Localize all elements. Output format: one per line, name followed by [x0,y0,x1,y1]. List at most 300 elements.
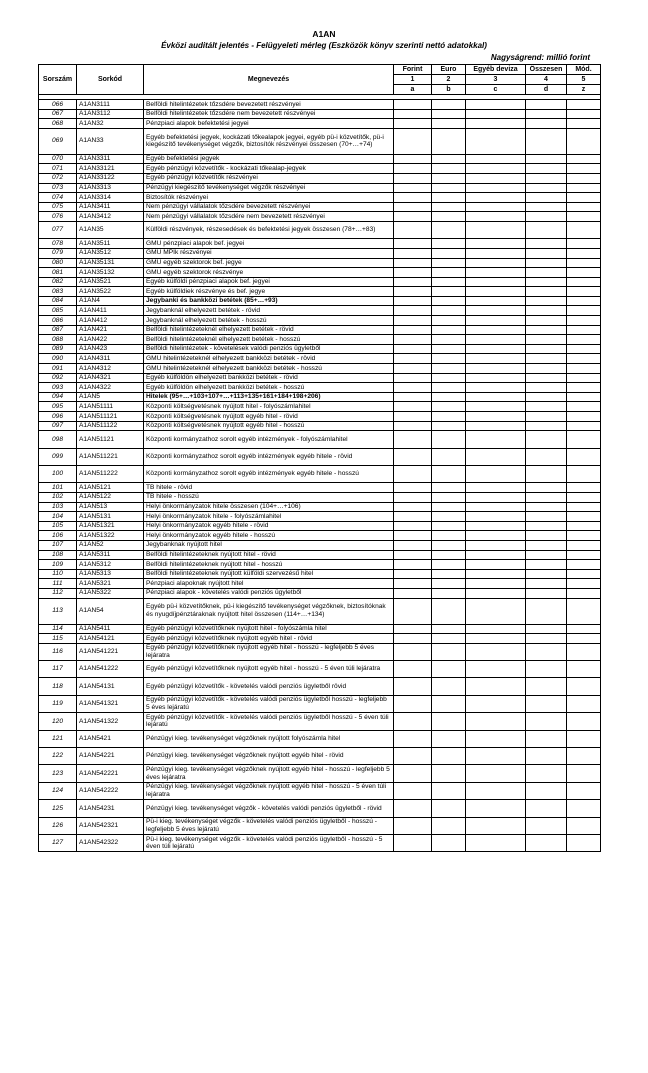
value-cell [394,193,432,203]
row-code: A1AN541321 [77,695,144,712]
table-row [39,588,601,598]
value-cell [432,183,466,193]
value-cell [432,248,466,258]
row-number: 070 [39,154,77,164]
table-row [39,100,601,110]
value-cell [526,212,567,222]
col-number: 5 [567,75,601,85]
table-row [39,193,601,203]
table-row [39,834,601,851]
row-description: Egyéb pénzügyi közvetítőknek nyújtott egyéb hitel - rövid [144,634,394,644]
row-number: 104 [39,512,77,522]
value-cell [394,800,432,817]
table-row [39,296,601,306]
col-letter: d [526,85,567,95]
value-cell [526,109,567,119]
value-cell [567,258,601,268]
col-letter: a [394,85,432,95]
value-cell [466,579,526,589]
value-cell [394,164,432,174]
value-cell [394,258,432,268]
value-cell [526,173,567,183]
value-cell [526,730,567,747]
row-number: 103 [39,502,77,512]
value-cell [394,128,432,154]
value-cell [432,325,466,335]
value-cell [567,800,601,817]
value-cell [526,258,567,268]
row-number: 076 [39,212,77,222]
row-description: Egyéb pénzügyi közvetítők - követelés valódi penziós ügyletből hosszú - 5 éven túli lejáratú [144,713,394,730]
value-cell [466,383,526,393]
table-row [39,128,601,154]
value-cell [567,154,601,164]
value-cell [394,287,432,297]
row-code: A1AN52 [77,540,144,550]
value-cell [526,588,567,598]
value-cell [394,212,432,222]
row-description: Egyéb befektetési jegyek, kockázati tőkealapok jegyei, egyéb pü-i közvetítők, pü-i kiegészítő tevékenységet végzők, biztosítók részvényei összesen (70+…+74) [144,128,394,154]
value-cell [432,109,466,119]
value-cell [394,173,432,183]
row-code: A1AN423 [77,344,144,354]
row-description: Egyéb befektetési jegyek [144,154,394,164]
value-cell [466,678,526,695]
value-cell [394,483,432,493]
value-cell [466,221,526,238]
row-number: 088 [39,335,77,345]
col-number: 2 [432,75,466,85]
value-cell [466,782,526,799]
value-cell [567,287,601,297]
row-description: Egyéb külföldi pénzpiaci alapok bef. jegyei [144,277,394,287]
value-cell [466,402,526,412]
row-description: Jegybanknak nyújtott hitel [144,540,394,550]
row-number: 074 [39,193,77,203]
value-cell [394,765,432,782]
value-cell [432,465,466,482]
value-cell [394,354,432,364]
row-description: Központi kormányzathoz sorolt egyéb intézmények - folyószámlahitel [144,431,394,448]
value-cell [432,579,466,589]
value-cell [526,193,567,203]
row-number: 113 [39,598,77,624]
table-row [39,154,601,164]
value-cell [466,202,526,212]
table-row [39,713,601,730]
table-row [39,335,601,345]
value-cell [466,531,526,541]
col-header-osszesen: Összesen [526,65,567,75]
row-number: 123 [39,765,77,782]
row-code: A1AN5322 [77,588,144,598]
value-cell [526,239,567,249]
row-code: A1AN3511 [77,239,144,249]
value-cell [432,661,466,678]
value-cell [466,306,526,316]
col-letter: c [466,85,526,95]
value-cell [567,579,601,589]
value-cell [526,643,567,660]
value-cell [432,531,466,541]
value-cell [432,598,466,624]
value-cell [526,560,567,570]
value-cell [567,183,601,193]
value-cell [567,239,601,249]
value-cell [394,154,432,164]
row-number: 101 [39,483,77,493]
table-row [39,512,601,522]
value-cell [466,364,526,374]
row-code: A1AN5421 [77,730,144,747]
value-cell [526,277,567,287]
value-cell [432,268,466,278]
value-cell [394,678,432,695]
value-cell [432,402,466,412]
value-cell [567,392,601,402]
value-cell [394,834,432,851]
value-cell [526,268,567,278]
row-code: A1AN542321 [77,817,144,834]
row-number: 102 [39,492,77,502]
value-cell [466,834,526,851]
value-cell [394,713,432,730]
value-cell [432,431,466,448]
value-cell [394,661,432,678]
value-cell [394,316,432,326]
value-cell [432,335,466,345]
row-description: TB hitele - rövid [144,483,394,493]
value-cell [432,678,466,695]
col-number: 3 [466,75,526,85]
table-row [39,634,601,644]
value-cell [466,598,526,624]
row-description: Helyi önkormányzatok egyéb hitele - rövid [144,521,394,531]
row-number: 069 [39,128,77,154]
value-cell [432,383,466,393]
table-row [39,364,601,374]
row-code: A1AN3111 [77,100,144,110]
value-cell [567,193,601,203]
value-cell [394,239,432,249]
value-cell [466,296,526,306]
value-cell [526,183,567,193]
row-code: A1AN54131 [77,678,144,695]
value-cell [432,212,466,222]
row-code: A1AN511122 [77,421,144,431]
value-cell [394,296,432,306]
value-cell [526,521,567,531]
value-cell [432,748,466,765]
value-cell [394,465,432,482]
row-number: 126 [39,817,77,834]
value-cell [526,634,567,644]
row-description: Pénzügyi kieg. tevékenységet végzőknek nyújtott egyéb hitel - hosszú - legfeljebb 5 éves lejáratra [144,765,394,782]
table-row [39,483,601,493]
row-number: 072 [39,173,77,183]
value-cell [567,296,601,306]
row-description: Egyéb külföldön elhelyezett bankközi betétek - hosszú [144,383,394,393]
value-cell [394,392,432,402]
value-cell [394,748,432,765]
value-cell [567,560,601,570]
row-code: A1AN4322 [77,383,144,393]
row-number: 086 [39,316,77,326]
value-cell [432,287,466,297]
value-cell [567,634,601,644]
row-description: Helyi önkormányzatok egyéb hitele - hosszú [144,531,394,541]
table-row [39,221,601,238]
value-cell [526,483,567,493]
value-cell [466,287,526,297]
row-description: Központi költségvetésnek nyújtott egyéb hitel - hosszú [144,421,394,431]
value-cell [432,695,466,712]
table-row [39,287,601,297]
row-code: A1AN51321 [77,521,144,531]
row-number: 081 [39,268,77,278]
value-cell [432,173,466,183]
value-cell [526,344,567,354]
value-cell [466,100,526,110]
value-cell [567,325,601,335]
value-cell [432,239,466,249]
col-letter: z [567,85,601,95]
value-cell [394,502,432,512]
row-description: Egyéb pénzügyi közvetítők részvényei [144,173,394,183]
row-description: Pénzügyi kieg. tevékenységet végzőknek nyújtott folyószámla hitel [144,730,394,747]
value-cell [466,128,526,154]
value-cell [526,412,567,422]
row-code: A1AN3412 [77,212,144,222]
value-cell [394,730,432,747]
value-cell [567,782,601,799]
value-cell [466,624,526,634]
value-cell [526,402,567,412]
table-row [39,661,601,678]
value-cell [394,364,432,374]
value-cell [567,531,601,541]
row-description: Egyéb külföldön elhelyezett bankközi betétek - rövid [144,373,394,383]
table-row [39,748,601,765]
value-cell [567,502,601,512]
row-code: A1AN51111 [77,402,144,412]
row-code: A1AN541222 [77,661,144,678]
row-description: Központi költségvetésnek nyújtott egyéb hitel - rövid [144,412,394,422]
value-cell [466,268,526,278]
value-cell [466,431,526,448]
value-cell [567,448,601,465]
row-number: 117 [39,661,77,678]
row-code: A1AN3512 [77,248,144,258]
value-cell [567,100,601,110]
table-row [39,817,601,834]
table-row [39,782,601,799]
value-cell [526,512,567,522]
row-number: 125 [39,800,77,817]
row-number: 106 [39,531,77,541]
value-cell [394,634,432,644]
row-description: Pénzpiaci alapok befektetési jegyei [144,119,394,129]
row-description: Pénzpiaci alapoknak nyújtott hitel [144,579,394,589]
balance-sheet-table [38,64,601,852]
table-row [39,202,601,212]
row-code: A1AN5122 [77,492,144,502]
row-code: A1AN4321 [77,373,144,383]
value-cell [466,344,526,354]
value-cell [466,560,526,570]
row-code: A1AN513 [77,502,144,512]
value-cell [394,412,432,422]
row-description: Nem pénzügyi vállalatok tőzsdére bevezetett részvényei [144,202,394,212]
value-cell [466,730,526,747]
row-code: A1AN5 [77,392,144,402]
value-cell [526,248,567,258]
row-code: A1AN411 [77,306,144,316]
value-cell [567,316,601,326]
row-code: A1AN35 [77,221,144,238]
value-cell [567,364,601,374]
row-description: Egyéb pénzügyi közvetítők - követelés valódi penziós ügyletből hosszú - legfeljebb 5 éves lejáratú [144,695,394,712]
row-code: A1AN35131 [77,258,144,268]
value-cell [567,268,601,278]
value-cell [394,782,432,799]
table-row [39,465,601,482]
value-cell [466,183,526,193]
value-cell [432,364,466,374]
table-row [39,560,601,570]
row-code: A1AN3112 [77,109,144,119]
value-cell [466,713,526,730]
row-description: Központi költségvetésnek nyújtott hitel - folyószámlahitel [144,402,394,412]
value-cell [567,119,601,129]
row-description: GMU hitelintézeteknél elhelyezett bankközi betétek - rövid [144,354,394,364]
value-cell [526,695,567,712]
value-cell [567,598,601,624]
value-cell [466,817,526,834]
row-description: GMU MPIk részvényei [144,248,394,258]
row-number: 096 [39,412,77,422]
row-description: Pénzügyi kieg. tevékenységet végzőknek nyújtott egyéb hitel - rövid [144,748,394,765]
row-description: Pénzpiaci alapok - követelés valódi penziós ügyletből [144,588,394,598]
value-cell [432,643,466,660]
row-code: A1AN32 [77,119,144,129]
col-header-mod: Mód. [567,65,601,75]
table-row [39,109,601,119]
value-cell [567,173,601,183]
value-cell [432,392,466,402]
value-cell [526,448,567,465]
value-cell [394,817,432,834]
row-number: 084 [39,296,77,306]
value-cell [466,392,526,402]
value-cell [526,678,567,695]
value-cell [466,465,526,482]
value-cell [394,695,432,712]
value-cell [432,154,466,164]
row-number: 118 [39,678,77,695]
value-cell [432,521,466,531]
value-cell [567,695,601,712]
row-number: 068 [39,119,77,129]
row-description: Külföldi részvények, részesedések és befektetési jegyek összesen (78+…+83) [144,221,394,238]
table-row [39,800,601,817]
row-description: Nem pénzügyi vállalatok tőzsdére nem bevezetett részvényei [144,212,394,222]
table-row [39,448,601,465]
col-number: 1 [394,75,432,85]
row-description: Belföldi hitelintézeteknek nyújtott külföldi szervezésű hitel [144,569,394,579]
value-cell [567,383,601,393]
value-cell [526,531,567,541]
value-cell [394,277,432,287]
row-number: 115 [39,634,77,644]
row-description: Belföldi hitelintézetek tőzsdére nem bevezetett részvényei [144,109,394,119]
value-cell [526,624,567,634]
value-cell [567,335,601,345]
value-cell [466,109,526,119]
value-cell [394,109,432,119]
col-header-forint: Forint [394,65,432,75]
row-number: 121 [39,730,77,747]
value-cell [567,402,601,412]
value-cell [567,643,601,660]
row-description: Belföldi hitelintézeteknél elhelyezett betétek - hosszú [144,335,394,345]
value-cell [432,569,466,579]
value-cell [526,492,567,502]
table-row [39,119,601,129]
value-cell [466,634,526,644]
value-cell [567,713,601,730]
table-row [39,730,601,747]
value-cell [526,296,567,306]
row-description: GMU egyéb szektorok bef. jegye [144,258,394,268]
value-cell [394,521,432,531]
row-code: A1AN51322 [77,531,144,541]
row-code: A1AN511121 [77,412,144,422]
value-cell [466,412,526,422]
value-cell [526,202,567,212]
value-cell [466,316,526,326]
row-number: 098 [39,431,77,448]
row-code: A1AN542322 [77,834,144,851]
value-cell [432,492,466,502]
row-code: A1AN5313 [77,569,144,579]
value-cell [432,624,466,634]
row-code: A1AN3311 [77,154,144,164]
row-number: 094 [39,392,77,402]
value-cell [394,448,432,465]
value-cell [567,164,601,174]
value-cell [526,421,567,431]
value-cell [567,834,601,851]
value-cell [394,119,432,129]
value-cell [526,800,567,817]
table-row [39,183,601,193]
row-code: A1AN4 [77,296,144,306]
value-cell [466,661,526,678]
value-cell [466,248,526,258]
row-code: A1AN542221 [77,765,144,782]
value-cell [466,521,526,531]
row-number: 127 [39,834,77,851]
row-description: Helyi önkormányzatok hitele összesen (104+…+106) [144,502,394,512]
value-cell [394,221,432,238]
row-code: A1AN54121 [77,634,144,644]
table-row [39,306,601,316]
row-description: GMU hitelintézeteknél elhelyezett bankközi betétek - hosszú [144,364,394,374]
value-cell [394,560,432,570]
value-cell [526,550,567,560]
table-row [39,678,601,695]
